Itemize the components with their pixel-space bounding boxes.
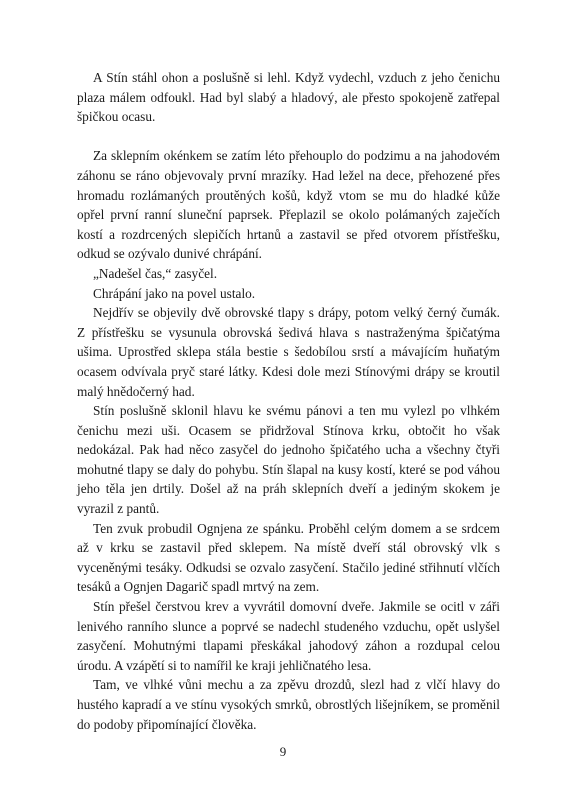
book-page-text (77, 68, 500, 734)
paragraph-4: Chrápání jako na povel ustalo. (93, 285, 256, 301)
paragraph-3: „Nadešel čas,“ zasyčel. (93, 265, 218, 281)
paragraph-5: Nejdřív se objevily dvě obrovské tlapy s drápy, potom velký černý čumák. Z přístřešku se vysunula obrovská šedivá hlava s nastraženýma špičatýma ušima. Uprostřed sklepa stála bestie s šedobílou srstí a mávajícím huňatým ocasem odvívala pryč staré látky. Kdesi dole mezi Stínovými drápy se kroutil malý hnědočerný had. (77, 305, 500, 399)
paragraph-1: A Stín stáhl ohon a poslušně si lehl. Když vydechl, vzduch z jeho čenichu plaza málem odfoukl. Had byl slabý a hladový, ale přesto spokojeně zatřepal špičkou ocasu. (77, 70, 500, 125)
paragraph-7: Ten zvuk probudil Ognjena ze spánku. Proběhl celým domem a se srdcem až v krku se zastavil před sklepem. Na místě dveří stál obrovský vlk s vyceněnými tesáky. Odkudsi se ozvalo zasyčení. Stačilo jediné střihnutí vlčích tesáků a Ognjen Dagarič spadl mrtvý na zem. (77, 520, 500, 595)
paragraph-8: Stín přešel čerstvou krev a vyvrátil domovní dveře. Jakmile se ocitl v záři lenivého ranního slunce a poprvé se nadechl studeného vzduchu, opět uslyšel zasyčení. Mohutnými tlapami přeskákal jahodový záhon a rozdupal celou úrodu. A vzápětí si to namířil ke kraji jehličnatého lesa. (77, 599, 500, 673)
page-number: 9 (279, 744, 287, 759)
paragraph-6: Stín poslušně sklonil hlavu ke svému pánovi a ten mu vylezl po vlhkém čenichu mezi uši. Ocasem se přidržoval Stínova krku, obtočit ho však nedokázal. Pak had něco zasyčel do jednoho špičatého ucha a všechny čtyři mohutné tlapy se daly do pohybu. Stín šlapal na kusy kostí, které se pod váhou jeho těla jen drtily. Došel až na práh sklepních dveří a jediným skokem je vyrazil z pantů. (77, 403, 500, 517)
paragraph-9: Tam, ve vlhké vůni mechu a za zpěvu drozdů, slezl had z vlčí hlavy do hustého kapradí a ve stínu vysokých smrků, obrostlých lišejníkem, se proměnil do podoby připomínající člověka. (77, 677, 500, 732)
paragraph-2: Za sklepním okénkem se zatím léto přehouplo do podzimu a na jahodovém záhonu se ráno objevovaly první mrazíky. Had ležel na dece, přehozené přes hromadu rozlámaných proutěných košů, když vtom se mu do hladké kůže opřel první ranní sluneční paprsek. Přeplazil se okolo polámaných zaječích kostí a rozdrcených slepičích hrtanů a zastavil se před otvorem přístřešku, odkud se ozývalo dunivé chrápání. (77, 148, 500, 262)
